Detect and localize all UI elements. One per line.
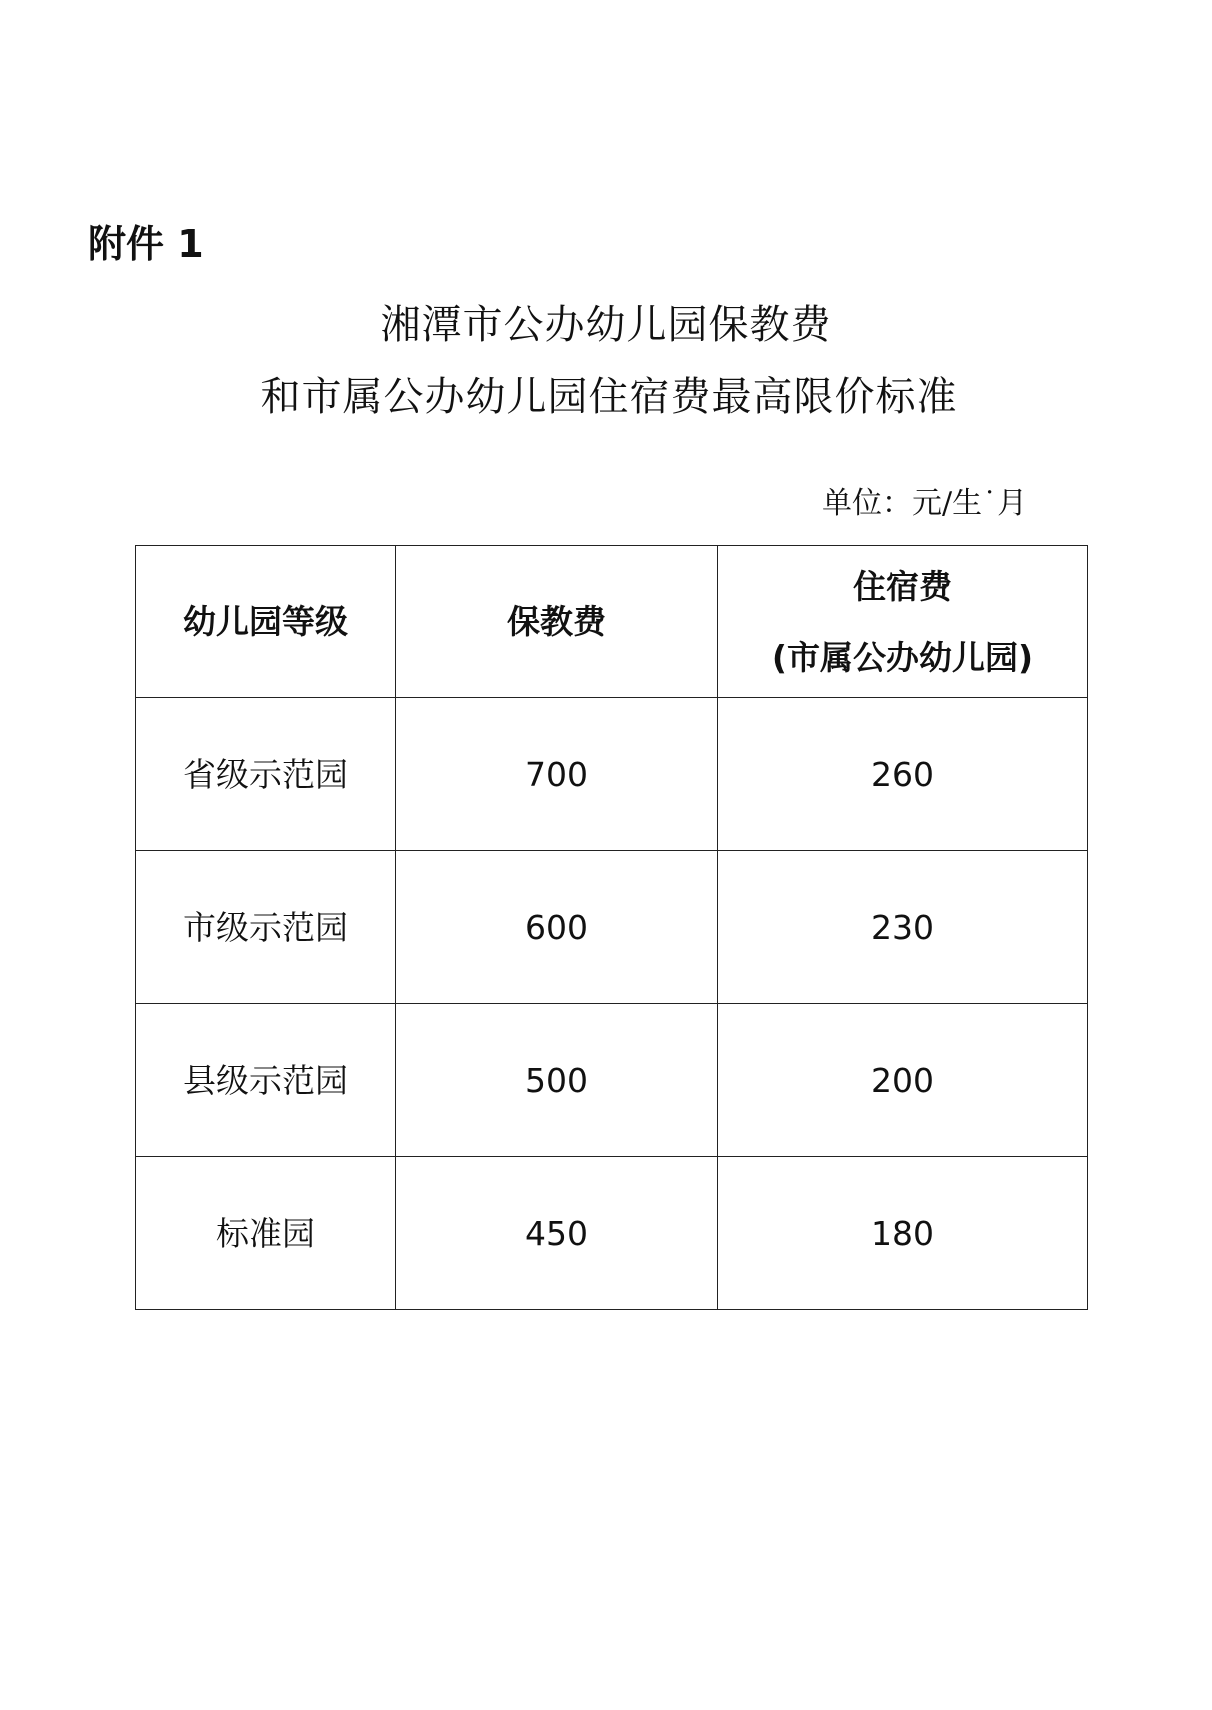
cell-tuition: 700 bbox=[396, 698, 718, 851]
table-row bbox=[136, 851, 1088, 1004]
header-boarding-fee bbox=[718, 546, 1088, 698]
cell-boarding: 230 bbox=[718, 851, 1088, 1004]
cell-boarding: 260 bbox=[718, 698, 1088, 851]
cell-boarding: 200 bbox=[718, 1004, 1088, 1157]
header-boarding-fee-note: (市属公办幼儿园) bbox=[771, 637, 1034, 677]
cell-boarding: 180 bbox=[718, 1157, 1088, 1310]
cell-tuition: 600 bbox=[396, 851, 718, 1004]
header-tuition-fee-label: 保教费 bbox=[507, 602, 606, 641]
cell-level: 县级示范园 bbox=[136, 1004, 396, 1157]
document-title-line-2: 和市属公办幼儿园住宿费最高限价标准 bbox=[260, 374, 958, 420]
attachment-label: 附件 1 bbox=[88, 222, 204, 266]
cell-tuition: 500 bbox=[396, 1004, 718, 1157]
header-tuition-fee bbox=[396, 546, 718, 698]
table-row bbox=[136, 698, 1088, 851]
unit-note: 单位：元/生˙月 bbox=[822, 486, 1028, 521]
header-kindergarten-level-label: 幼儿园等级 bbox=[183, 602, 348, 641]
table-row bbox=[136, 1157, 1088, 1310]
fee-standard-table bbox=[135, 545, 1088, 1310]
header-boarding-fee-label: 住宿费 bbox=[853, 566, 952, 606]
cell-level: 省级示范园 bbox=[136, 698, 396, 851]
cell-level: 标准园 bbox=[136, 1157, 396, 1310]
document-title-line-1: 湘潭市公办幼儿园保教费 bbox=[380, 302, 832, 348]
cell-level: 市级示范园 bbox=[136, 851, 396, 1004]
table-header-row bbox=[136, 546, 1088, 698]
table-row bbox=[136, 1004, 1088, 1157]
header-kindergarten-level bbox=[136, 546, 396, 698]
cell-tuition: 450 bbox=[396, 1157, 718, 1310]
